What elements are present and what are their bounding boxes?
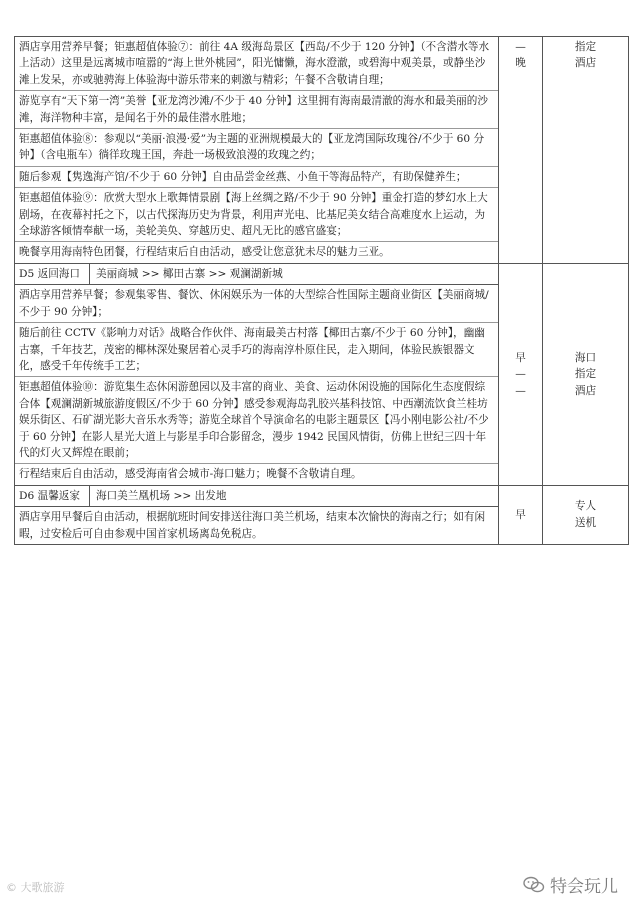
day5-paragraph: 钜惠超值体验⑩：游览集生态休闲游憩园以及丰富的商业、美食、运动休闲设施的国际化生态度假综合体【观澜湖新城旅游度假区/不少于 60 分钟】感受参观海岛乳胶兴基科技馆、中西潮流饮食兰桂坊娱乐街区、石矿湖光影大音乐水秀等；游览全球首个导演命名的电影主题景区【冯小刚电影公社/不少于 60 分钟】在影人星光大道上与影星手印合影留念，漫步 1942 民国风情街，仿佛上世纪三四十年代的灯火又辉煌在眼前；	[15, 376, 498, 463]
watermark-right	[523, 872, 618, 897]
day4-paragraph: 晚餐享用海南特色团餐，行程结束后自由活动，感受让您意犹未尽的魅力三亚。	[15, 241, 498, 262]
itinerary-table	[14, 36, 629, 545]
day4-paragraph: 随后参观【隽逸海产馆/不少于 60 分钟】自由品尝金丝燕、小鱼干等海品特产，有助保健养生；	[15, 166, 498, 187]
day6-meals: 早	[499, 485, 543, 544]
day5-paragraph: 随后前往 CCTV《影响力对话》战略合作伙伴、海南最美古村落【椰田古寨/不少于 60 分钟】，幽幽古寨，千年技艺，茂密的椰林深处聚居着心灵手巧的海南淳朴原住民，走入期间，体验民族银器文化，感受千年传统手工艺；	[15, 322, 498, 376]
wechat-logo-icon	[523, 876, 545, 894]
day4-row	[15, 37, 629, 264]
day4-paragraph: 钜惠超值体验⑧：参观以“美丽·浪漫·爱”为主题的亚洲规模最大的【亚龙湾国际玫瑰谷/不少于 60 分钟】（含电瓶车）徜徉玫瑰王国，奔赴一场极致浪漫的玫瑰之约；	[15, 128, 498, 166]
day4-meals: — 晚	[499, 37, 543, 264]
day5-label: D5 返回海口	[15, 264, 90, 284]
day6-route: 海口美兰凰机场 >> 出发地	[96, 489, 227, 502]
day6-header	[15, 485, 499, 506]
day5-paragraph: 行程结束后自由活动，感受海南省会城市-海口魅力；晚餐不含敬请自理。	[15, 463, 498, 484]
day6-paragraph: 酒店享用早餐后自由活动，根据航班时间安排送往海口美兰机场，结束本次愉快的海南之行；如有闲暇，过安检后可自由参观中国首家机场离岛免税店。	[19, 511, 486, 540]
day4-description	[15, 37, 499, 264]
day6-hotel: 专人 送机	[543, 485, 629, 544]
day5-paragraph: 酒店享用营养早餐；参观集零售、餐饮、休闲娱乐为一体的大型综合性国际主题商业街区【美丽商城/不少于 90 分钟】；	[19, 289, 489, 318]
day4-paragraph: 酒店享用营养早餐；钜惠超值体验⑦：前往 4A 级海岛景区【西岛/不少于 120 分钟】（不含潜水等水上活动）这里是远离城市喧嚣的“海上世外桃园”，阳光慵懒，海水澄澈，或碧海中观美景，或静坐沙滩上发呆，亦或驰骋海上体验海中游乐带来的刺激与精彩；午餐不含敬请自理；	[19, 41, 490, 86]
watermark-left: © 大歌旅游	[6, 881, 65, 894]
day5-header-row	[15, 263, 629, 284]
day4-paragraph: 游览享有“天下第一湾”美誉【亚龙湾沙滩/不少于 40 分钟】这里拥有海南最清澈的海水和最美丽的沙滩，海洋物种丰富，是闻名于外的最佳潜水胜地；	[15, 90, 498, 128]
day5-header	[15, 263, 499, 284]
day4-paragraph: 钜惠超值体验⑨：欣赏大型水上歌舞情景剧【海上丝绸之路/不少于 90 分钟】重金打造的梦幻水上大剧场，在夜幕衬托之下，以古代探海历史为背景，利用声光电、比基尼美女结合高难度水上运动，为全球游客倾情奉献一场，美轮美奂、穿越历史、超凡无比的感官盛宴；	[15, 187, 498, 241]
day6-label: D6 温馨返家	[15, 486, 90, 506]
itinerary-page	[14, 36, 628, 545]
day5-description	[15, 285, 499, 485]
day5-hotel: 海口 指定 酒店	[543, 263, 629, 485]
day6-description	[15, 507, 499, 545]
day6-header-row	[15, 485, 629, 506]
day4-hotel: 指定 酒店	[543, 37, 629, 264]
day5-route: 美丽商城 >> 椰田古寨 >> 观澜湖新城	[96, 267, 283, 280]
watermark-right-text: 特会玩儿	[550, 877, 618, 897]
day5-meals: 早 — —	[499, 263, 543, 485]
